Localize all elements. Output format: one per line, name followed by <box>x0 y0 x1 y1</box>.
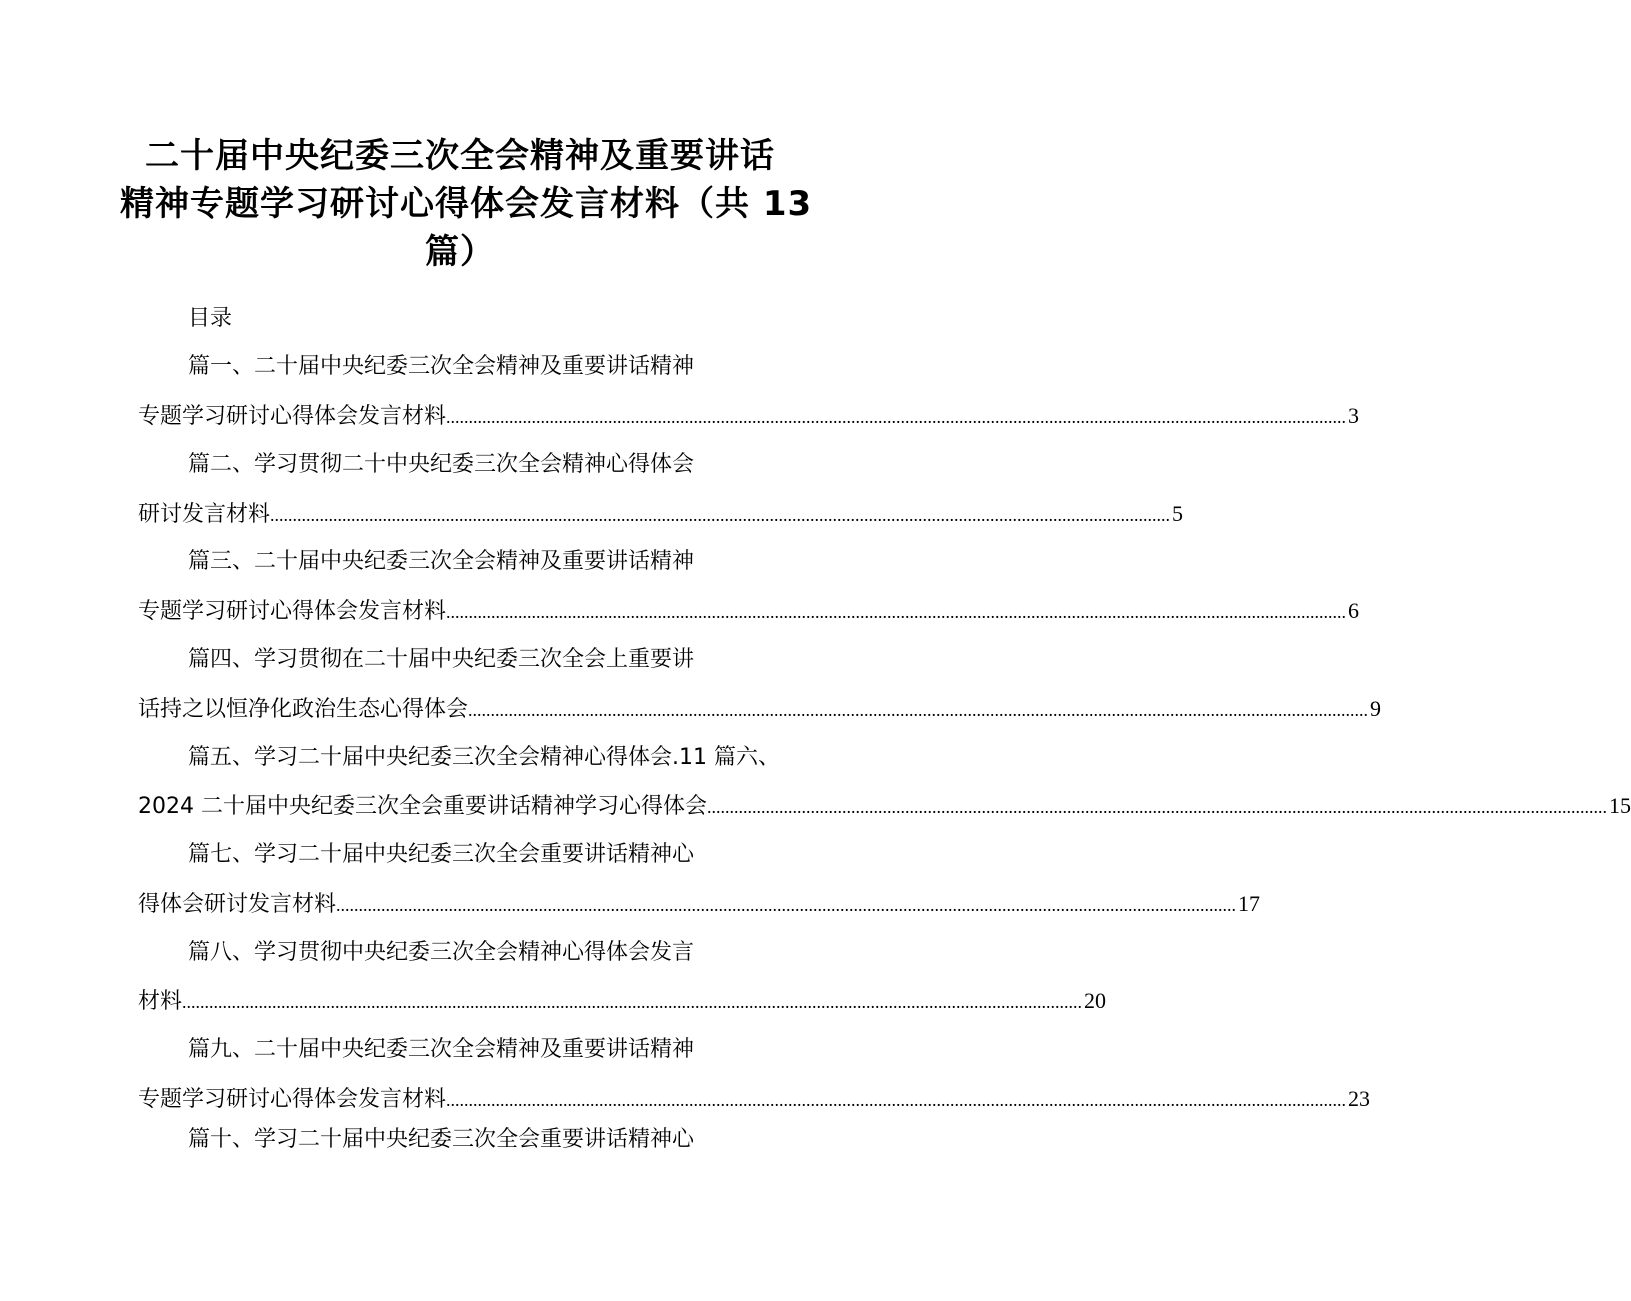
toc-entry-2-text: 研讨发言材料 <box>138 502 271 527</box>
toc-entry-4-line-2[interactable] <box>138 694 1382 725</box>
toc-leader-dots: ........................................................................................................................................................................................................ <box>336 895 1237 915</box>
toc-leader-dots: ........................................................................................................................................................................................................ <box>468 700 1369 720</box>
toc-entry-7-text: 材料 <box>138 989 183 1014</box>
toc-entry-7-page: 20 <box>1084 988 1107 1013</box>
toc-entry-1-line-2[interactable] <box>138 401 1360 432</box>
toc-entry-6-line-1[interactable]: 篇七、学习二十届中央纪委三次全会重要讲话精神心 <box>188 842 695 867</box>
document-title-line-1: 二十届中央纪委三次全会精神及重要讲话 <box>145 136 775 176</box>
toc-entry-7-line-2[interactable] <box>138 986 1107 1017</box>
toc-entry-3-line-1[interactable]: 篇三、二十届中央纪委三次全会精神及重要讲话精神 <box>188 549 695 574</box>
toc-entry-8-text: 专题学习研讨心得体会发言材料 <box>138 1087 447 1112</box>
toc-entry-7-line-1[interactable]: 篇八、学习贯彻中央纪委三次全会精神心得体会发言 <box>188 940 695 965</box>
document-title-line-2: 精神专题学习研讨心得体会发言材料（共 13 <box>120 184 813 224</box>
toc-entry-4-page: 9 <box>1370 696 1382 721</box>
toc-entry-3-page: 6 <box>1348 598 1360 623</box>
toc-heading: 目录 <box>188 306 233 331</box>
toc-entry-6-line-2[interactable] <box>138 889 1261 920</box>
toc-entry-5-line-1[interactable]: 篇五、学习二十届中央纪委三次全会精神心得体会.11 篇六、 <box>188 745 780 770</box>
toc-leader-dots: ........................................................................................................................................................................................................ <box>270 505 1171 525</box>
toc-leader-dots: ........................................................................................................................................................................................................ <box>446 1090 1347 1110</box>
toc-entry-5-line-2[interactable] <box>138 791 1631 822</box>
toc-entry-6-text: 得体会研讨发言材料 <box>138 892 337 917</box>
toc-entry-3-line-2[interactable] <box>138 596 1360 627</box>
toc-entry-4-line-1[interactable]: 篇四、学习贯彻在二十届中央纪委三次全会上重要讲 <box>188 647 695 672</box>
toc-entry-1-text: 专题学习研讨心得体会发言材料 <box>138 404 447 429</box>
toc-entry-2-line-1[interactable]: 篇二、学习贯彻二十中央纪委三次全会精神心得体会 <box>188 452 695 477</box>
toc-entry-3-text: 专题学习研讨心得体会发言材料 <box>138 599 447 624</box>
toc-entry-8-line-1[interactable]: 篇九、二十届中央纪委三次全会精神及重要讲话精神 <box>188 1037 695 1062</box>
toc-entry-2-line-2[interactable] <box>138 499 1184 530</box>
toc-leader-dots: ........................................................................................................................................................................................................ <box>446 602 1347 622</box>
toc-entry-1-page: 3 <box>1348 403 1360 428</box>
toc-entry-8-line-2[interactable] <box>138 1084 1371 1115</box>
document-title-line-3: 篇） <box>425 232 495 272</box>
toc-leader-dots: ........................................................................................................................................................................................................ <box>182 992 1083 1012</box>
toc-entry-2-page: 5 <box>1172 501 1184 526</box>
toc-entry-5-text: 2024 二十届中央纪委三次全会重要讲话精神学习心得体会 <box>138 794 707 819</box>
toc-entry-6-page: 17 <box>1238 891 1261 916</box>
toc-entry-9-line-1[interactable]: 篇十、学习二十届中央纪委三次全会重要讲话精神心 <box>188 1127 695 1152</box>
toc-entry-8-page: 23 <box>1348 1086 1371 1111</box>
toc-entry-5-page: 15 <box>1608 793 1631 818</box>
toc-leader-dots: ........................................................................................................................................................................................................ <box>446 407 1347 427</box>
toc-leader-dots: ........................................................................................................................................................................................................ <box>706 797 1607 817</box>
toc-entry-4-text: 话持之以恒净化政治生态心得体会 <box>138 697 469 722</box>
toc-entry-1-line-1[interactable]: 篇一、二十届中央纪委三次全会精神及重要讲话精神 <box>188 354 695 379</box>
